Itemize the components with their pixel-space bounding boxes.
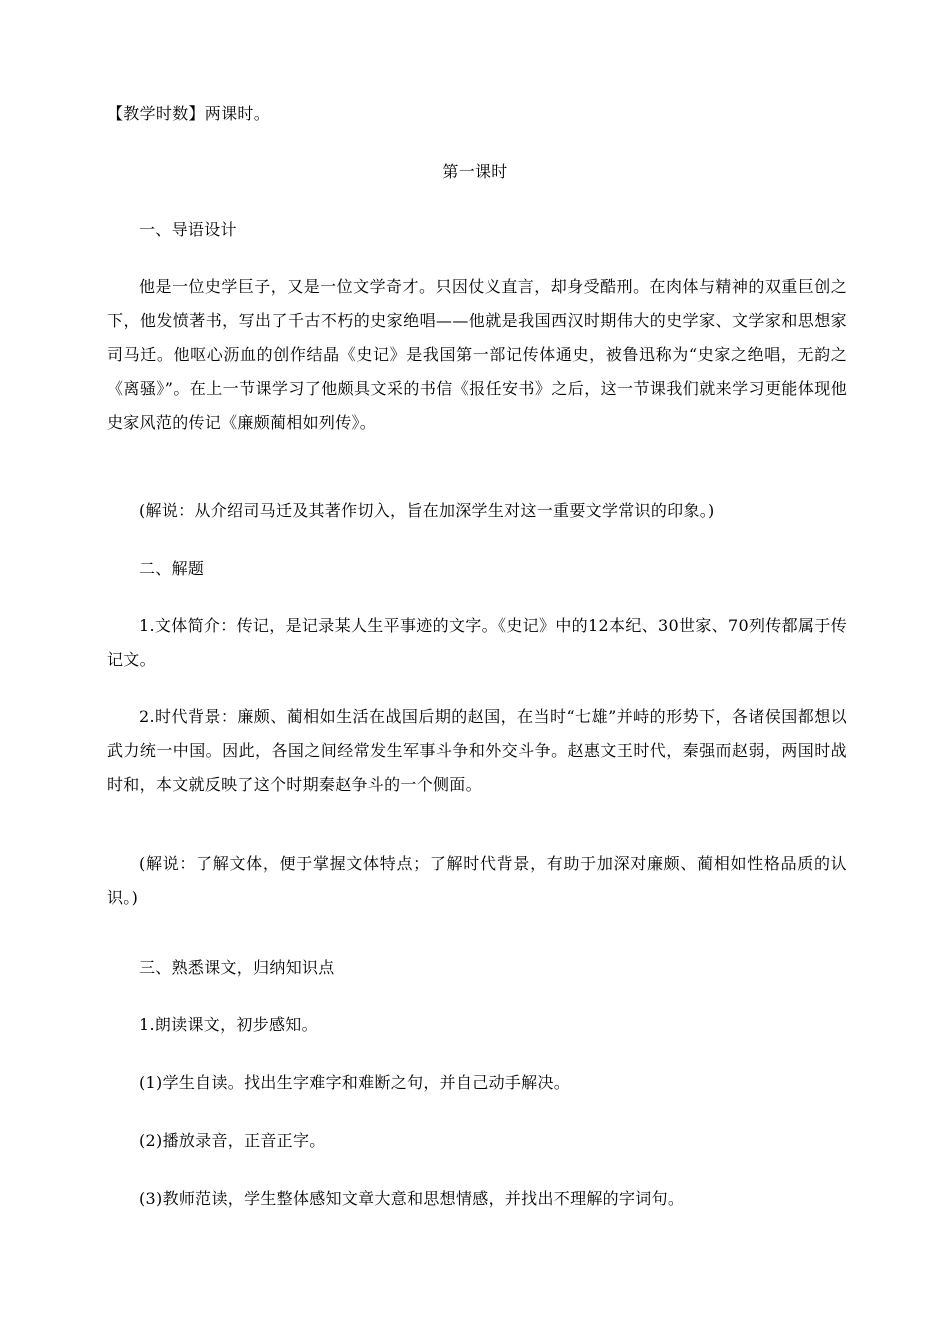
section3-item1: 1.朗读课文，初步感知。 [139,1015,318,1034]
section1-note: (解说：从介绍司马迁及其著作切入，旨在加深学生对这一重要文学常识的印象。) [139,501,715,520]
teaching-hours: 【教学时数】两课时。 [107,104,271,123]
section1-heading: 一、导语设计 [139,220,237,239]
section3-sub2: (2)播放录音，正音正字。 [139,1131,326,1150]
section2-heading: 二、解题 [139,559,205,578]
section2-item1: 1.文体简介：传记，是记录某人生平事迹的文字。《史记》中的12本纪、30世家、70列传都属于传记文。 [107,616,847,669]
section3-sub1: (1)学生自读。找出生字难字和难断之句，并自己动手解决。 [139,1073,571,1092]
section1-body: 他是一位史学巨子，又是一位文学奇才。只因仗义直言，却身受酷刑。在肉体与精神的双重巨创之下，他发愤著书，写出了千古不朽的史家绝唱——他就是我国西汉时期伟大的史学家、文学家和思想家司马迁。他呕心沥血的创作结晶《史记》是我国第一部记传体通史，被鲁迅称为“史家之绝唱，无韵之《离骚》”。在上一节课学习了他颇具文采的书信《报任安书》之后，这一节课我们就来学习更能体现他史家风范的传记《廉颇蔺相如列传》。 [107,277,847,432]
section2-item2: 2.时代背景：廉颇、蔺相如生活在战国后期的赵国，在当时“七雄”并峙的形势下，各诸侯国都想以武力统一中国。因此，各国之间经常发生军事斗争和外交斗争。赵惠文王时代，秦强而赵弱，两国时战时和，本文就反映了这个时期秦赵争斗的一个侧面。 [107,707,847,794]
section3-sub3: (3)教师范读，学生整体感知文章大意和思想情感，并找出不理解的字词句。 [139,1189,685,1208]
section3-heading: 三、熟悉课文，归纳知识点 [139,958,335,977]
section2-note: (解说：了解文体，便于掌握文体特点；了解时代背景，有助于加深对廉颇、蔺相如性格品质的认识。) [107,854,847,907]
lesson-title: 第一课时 [442,162,508,181]
